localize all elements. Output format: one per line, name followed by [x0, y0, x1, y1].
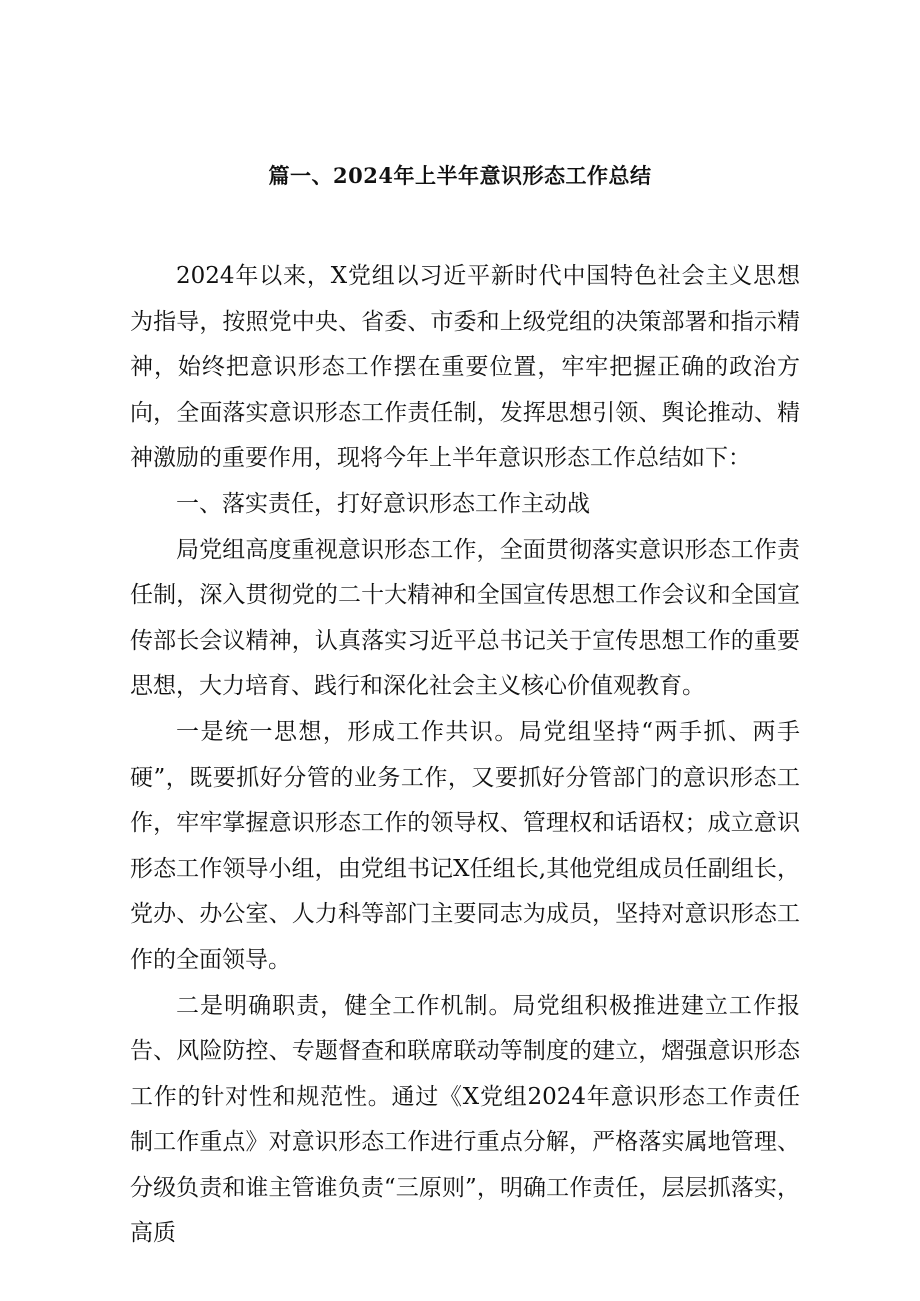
paragraph-point-2: 二是明确职责，健全工作机制。局党组积极推进建立工作报告、风险防控、专题督查和联席联动等制度的建立，熠强意识形态工作的针对性和规范性。通过《X党组2024年意识形态工作责任制工作重点》对意识形态工作进行重点分解，严格落实属地管理、分级负责和谁主管谁负责“三原则”，明确工作责任，层层抓落实，高质 — [130, 992, 800, 1247]
paragraph-section-1: 局党组高度重视意识形态工作，全面贯彻落实意识形态工作责任制，深入贯彻党的二十大精神和全国宣传思想工作会议和全国宣传部长会议精神，认真落实习近平总书记关于宣传思想工作的重要思想，大力培育、践行和深化社会主义核心价值观教育。 — [130, 536, 800, 700]
paragraph-point-1: 一是统一思想，形成工作共识。局党组坚持“两手抓、两手硬”，既要抓好分管的业务工作，又要抓好分管部门的意识形态工作，牢牢掌握意识形态工作的领导权、管理权和话语权；成立意识形态工作领导小组，由党组书记X任组长,其他党组成员任副组长，党办、办公室、人力科等部门主要同志为成员，坚持对意识形态工作的全面领导。 — [130, 718, 800, 973]
document-title: 篇一、2024年上半年意识形态工作总结 — [268, 163, 652, 188]
document-body — [130, 254, 800, 1257]
section-heading-1: 一、落实责任，打好意识形态工作主动战 — [176, 490, 590, 517]
paragraph-intro: 2024年以来，X党组以习近平新时代中国特色社会主义思想为指导，按照党中央、省委、市委和上级党组的决策部署和指示精神，始终把意识形态工作摆在重要位置，牢牢把握正确的政治方向，全面落实意识形态工作责任制，发挥思想引领、舆论推动、精神激励的重要作用，现将今年上半年意识形态工作总结如下： — [130, 263, 800, 472]
